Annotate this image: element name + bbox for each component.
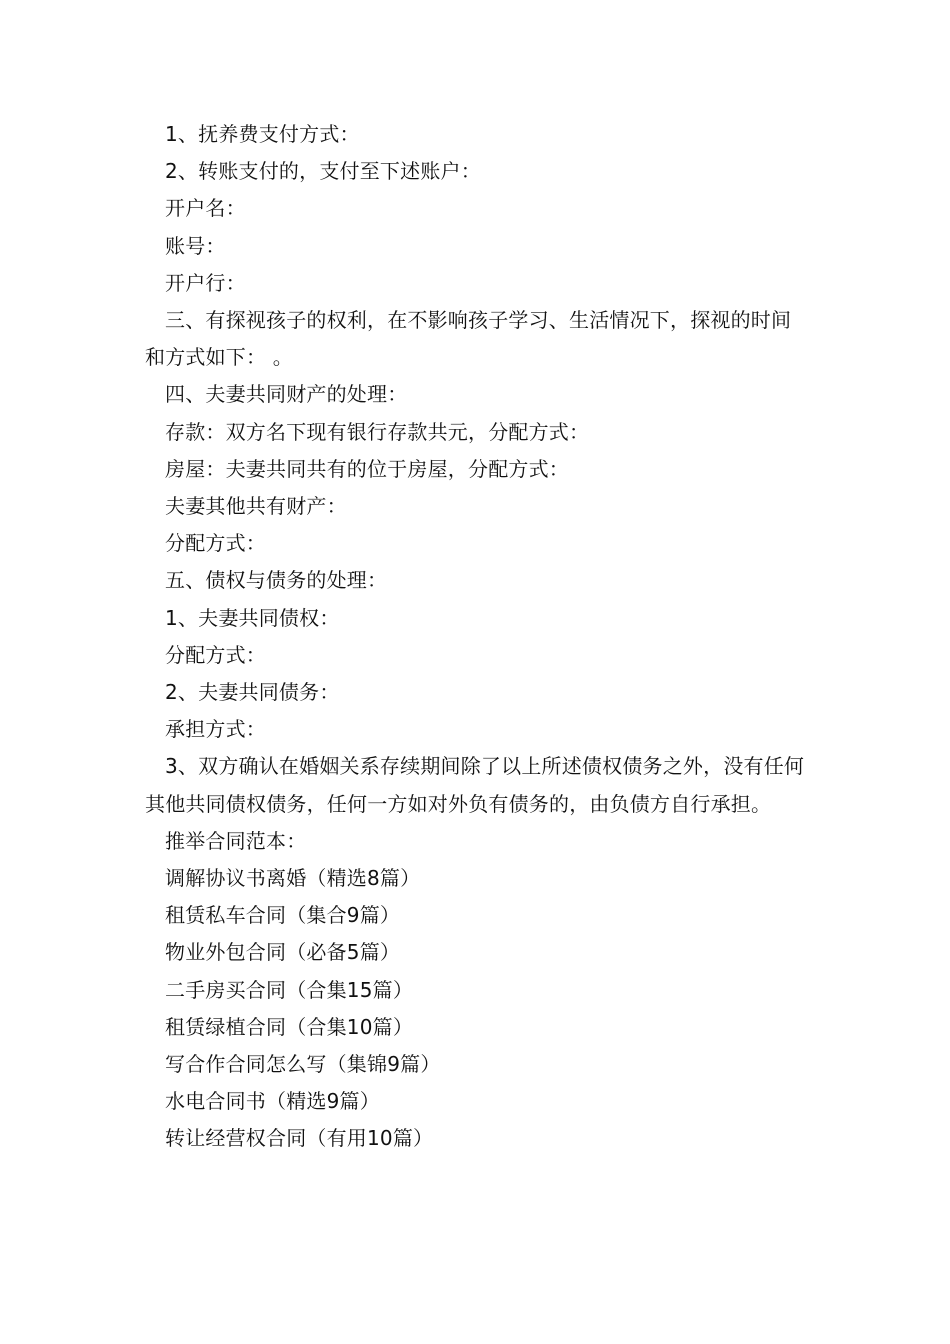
paragraph-bank: 开户行：	[165, 270, 246, 295]
paragraph-deposits: 存款：双方名下现有银行存款共元，分配方式：	[165, 419, 590, 444]
recommended-link[interactable]: 调解协议书离婚（精选8篇）	[165, 866, 421, 891]
heading-debts: 五、债权与债务的处理：	[165, 568, 388, 593]
paragraph-other-property: 夫妻其他共有财产：	[165, 494, 347, 519]
recommended-link[interactable]: 租赁绿植合同（合集10篇）	[165, 1014, 414, 1039]
recommended-link[interactable]: 转让经营权合同（有用10篇）	[165, 1126, 434, 1151]
heading-joint-property: 四、夫妻共同财产的处理：	[165, 382, 408, 407]
paragraph-house: 房屋：夫妻共同共有的位于房屋，分配方式：	[165, 456, 569, 481]
paragraph-joint-claims: 1、夫妻共同债权：	[165, 605, 340, 630]
recommended-link[interactable]: 二手房买合同（合集15篇）	[165, 977, 414, 1002]
document-body	[145, 116, 810, 1158]
paragraph-confirmation: 3、双方确认在婚姻关系存续期间除了以上所述债权债务之外，没有任何其他共同债权债务，任何一方如对外负有债务的，由负债方自行承担。	[145, 754, 805, 816]
paragraph-child-support-payment: 1、抚养费支付方式：	[165, 122, 360, 146]
paragraph-debts-bearing: 承担方式：	[165, 717, 266, 742]
heading-recommended-templates: 推举合同范本：	[165, 828, 307, 853]
paragraph-transfer-account: 2、转账支付的，支付至下述账户：	[165, 159, 481, 184]
paragraph-visitation-rights: 三、有探视孩子的权利，在不影响孩子学习、生活情况下，探视的时间和方式如下： 。	[145, 308, 792, 370]
recommended-link[interactable]: 物业外包合同（必备5篇）	[165, 940, 401, 965]
paragraph-distribution-method: 分配方式：	[165, 531, 266, 556]
recommended-link[interactable]: 写合作合同怎么写（集锦9篇）	[165, 1052, 441, 1077]
paragraph-account-number: 账号：	[165, 233, 226, 258]
recommended-link[interactable]: 水电合同书（精选9篇）	[165, 1089, 380, 1114]
paragraph-claims-distribution: 分配方式：	[165, 642, 266, 667]
paragraph-joint-debts: 2、夫妻共同债务：	[165, 680, 340, 705]
paragraph-account-name: 开户名：	[165, 196, 246, 221]
recommended-link[interactable]: 租赁私车合同（集合9篇）	[165, 903, 401, 928]
